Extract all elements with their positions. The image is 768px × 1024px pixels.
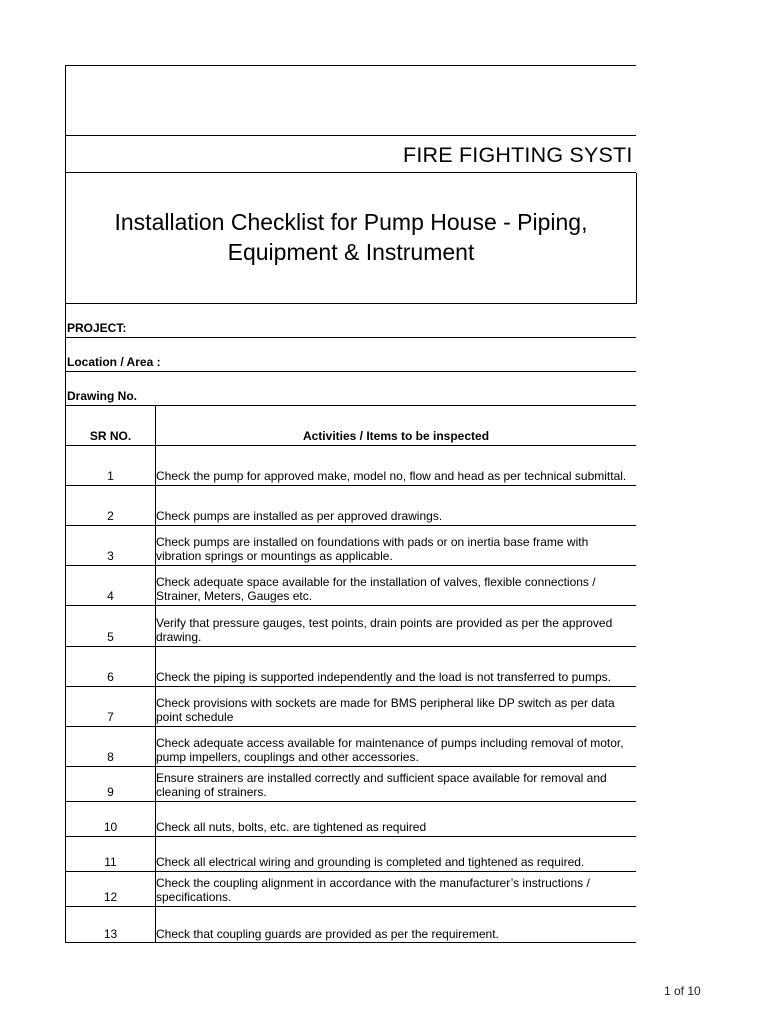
activity-cell: Verify that pressure gauges, test points, drain points are provided as per the approved drawing. [156, 616, 613, 644]
drawing-label: Drawing No. [67, 389, 138, 403]
activity-cell: Check pumps are installed as per approved drawings. [156, 508, 443, 523]
table-row [66, 801, 636, 836]
sr-no-cell: 6 [107, 670, 114, 684]
table-row [66, 836, 636, 871]
sr-no-cell: 2 [107, 509, 114, 523]
table-row [66, 906, 636, 943]
sr-no-cell: 11 [104, 855, 117, 869]
sr-no-header: SR NO. [89, 429, 132, 443]
project-row [66, 304, 636, 338]
activity-cell: Check pumps are installed on foundations with pads or on inertia base frame with vibration springs or mountings as applicable. [156, 535, 589, 563]
activity-header: Activities / Items to be inspected [302, 428, 490, 443]
table-row [66, 445, 636, 485]
activity-cell: Check all electrical wiring and grounding is completed and tightened as required. [156, 854, 585, 869]
sr-no-cell: 8 [107, 750, 114, 764]
sr-no-cell: 9 [107, 785, 114, 799]
table-row [66, 646, 636, 686]
sr-no-cell: 13 [103, 927, 118, 941]
table-row [66, 686, 636, 726]
table-row [66, 485, 636, 525]
page-indicator: 1 of 10 [664, 984, 701, 998]
activity-cell: Check adequate space available for the installation of valves, flexible connections / Strainer, Meters, Gauges etc. [156, 575, 596, 603]
table-row [66, 871, 636, 906]
sr-no-cell: 4 [107, 589, 114, 603]
system-title: FIRE FIGHTING SYSTI [403, 143, 633, 167]
sr-no-cell: 5 [107, 630, 114, 644]
activity-cell: Check that coupling guards are provided as per the requirement. [156, 926, 499, 941]
table-row [66, 605, 636, 646]
activity-cell: Check the piping is supported independently and the load is not transferred to pumps. [156, 669, 611, 684]
sr-no-cell: 12 [103, 890, 118, 904]
table-row [66, 766, 636, 801]
table-row [66, 525, 636, 565]
project-label: PROJECT: [67, 321, 127, 335]
table-header-row [66, 405, 636, 445]
activity-cell: Check provisions with sockets are made for BMS peripheral like DP switch as per data point schedule [156, 696, 615, 724]
sr-no-cell: 1 [107, 469, 114, 483]
activity-cell: Ensure strainers are installed correctly and sufficient space available for removal and cleaning of strainers. [156, 771, 607, 799]
inspection-table [66, 405, 636, 943]
activity-cell: Check adequate access available for maintenance of pumps including removal of motor, pump impellers, couplings and other accessories. [156, 736, 624, 764]
table-row [66, 726, 636, 766]
sr-no-cell: 10 [103, 820, 118, 834]
checklist-title-row [66, 173, 637, 304]
drawing-row [66, 371, 636, 405]
checklist-sheet [65, 65, 636, 943]
location-label: Location / Area : [67, 355, 161, 369]
activity-cell: Check all nuts, bolts, etc. are tightened as required [156, 819, 427, 834]
activity-cell: Check the coupling alignment in accordance with the manufacturer’s instructions / specifications. [156, 876, 590, 904]
sr-no-cell: 7 [107, 710, 114, 724]
activity-cell: Check the pump for approved make, model no, flow and head as per technical submittal. [156, 468, 627, 483]
table-row [66, 565, 636, 605]
sr-no-cell: 3 [107, 549, 114, 563]
location-row [66, 338, 636, 371]
header-blank-row [66, 66, 636, 136]
checklist-title: Installation Checklist for Pump House - Piping, Equipment & Instrument [114, 209, 588, 265]
system-title-row [66, 136, 636, 173]
